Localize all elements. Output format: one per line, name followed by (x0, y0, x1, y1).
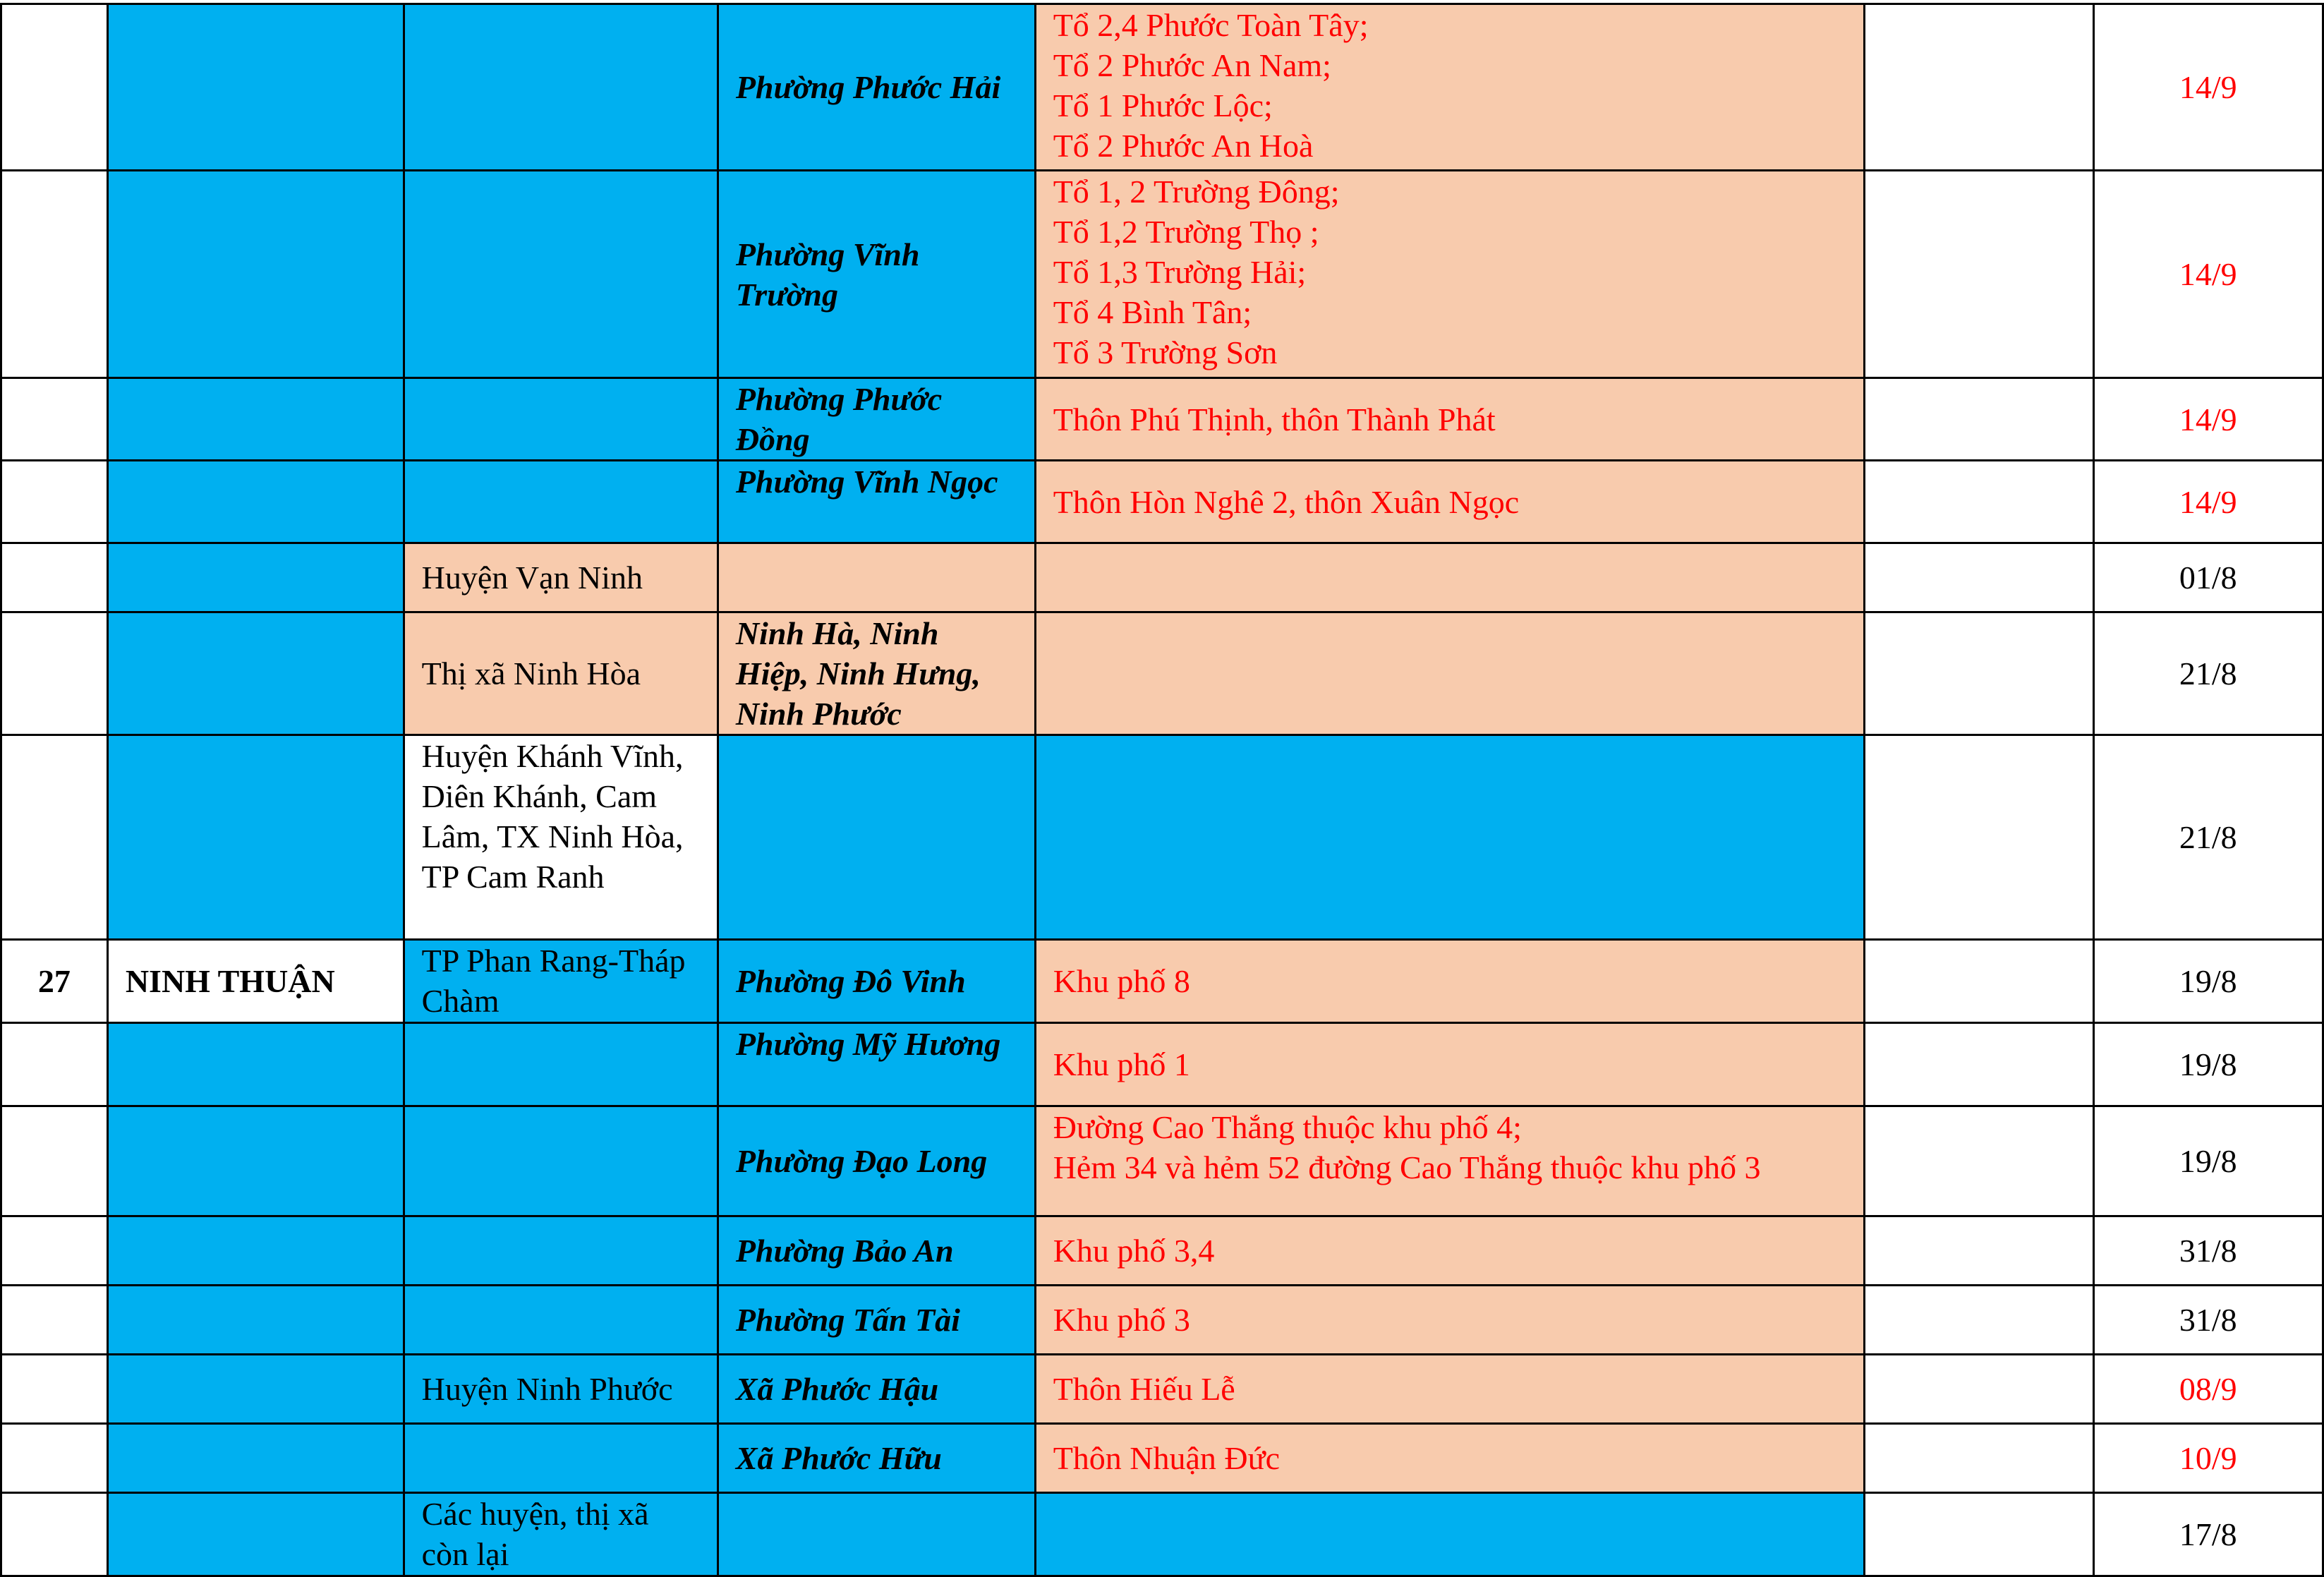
district-cell (404, 940, 718, 1023)
table-row (1, 1216, 2323, 1286)
area-cell (1035, 940, 1865, 1023)
date-value: 14/9 (2179, 256, 2237, 292)
date-cell (2093, 940, 2323, 1023)
ward-cell (718, 612, 1035, 735)
ward-name: Xã Phước Hậu (735, 1371, 939, 1407)
area-line: Thôn Hiếu Lễ (1053, 1371, 1235, 1407)
area-cell (1035, 1023, 1865, 1106)
district-cell (404, 1355, 718, 1424)
area-line: Tổ 1, 2 Trường Đông; (1053, 174, 1340, 210)
date-value: 17/8 (2179, 1516, 2237, 1552)
date-value: 31/8 (2179, 1233, 2237, 1269)
blank-cell (1865, 1424, 2093, 1493)
row-number-cell (1, 1216, 108, 1286)
district-name: Huyện Khánh Vĩnh, Diên Khánh, Cam Lâm, TX Ninh Hòa, TP Cam Ranh (421, 738, 684, 895)
province-cell (107, 378, 404, 461)
ward-name: Phường Vĩnh Trường (735, 236, 920, 313)
province-cell (107, 1216, 404, 1286)
date-value: 08/9 (2179, 1371, 2237, 1407)
area-line: Thôn Nhuận Đức (1053, 1440, 1280, 1476)
ward-name: Phường Đạo Long (735, 1143, 988, 1179)
area-line: Hẻm 34 và hẻm 52 đường Cao Thắng thuộc khu phố 3 (1053, 1149, 1761, 1185)
district-cell (404, 543, 718, 612)
row-number-cell (1, 4, 108, 171)
area-cell (1035, 735, 1865, 940)
district-cell (404, 4, 718, 171)
district-name: Huyện Ninh Phước (421, 1371, 673, 1407)
table-body (1, 4, 2323, 1576)
row-number-cell (1, 1106, 108, 1216)
district-cell (404, 378, 718, 461)
table-row (1, 1286, 2323, 1355)
area-line: Tổ 3 Trường Sơn (1053, 334, 1278, 370)
table-row (1, 1493, 2323, 1576)
date-cell (2093, 4, 2323, 171)
province-cell (107, 1023, 404, 1106)
province-cell (107, 1424, 404, 1493)
date-cell (2093, 378, 2323, 461)
ward-name: Phường Mỹ Hương (735, 1026, 1001, 1062)
district-cell (404, 461, 718, 543)
ward-cell (718, 1424, 1035, 1493)
ward-name: Phường Tấn Tài (735, 1302, 960, 1338)
ward-name: Xã Phước Hữu (735, 1440, 942, 1476)
ward-cell (718, 171, 1035, 378)
district-cell (404, 1106, 718, 1216)
area-line: Tổ 1 Phước Lộc; (1053, 87, 1273, 123)
ward-cell (718, 1106, 1035, 1216)
row-number-cell (1, 171, 108, 378)
blank-cell (1865, 378, 2093, 461)
ward-name: Phường Phước Hải (735, 69, 1001, 105)
ward-cell (718, 461, 1035, 543)
date-value: 31/8 (2179, 1302, 2237, 1338)
ward-cell (718, 1355, 1035, 1424)
area-cell (1035, 1424, 1865, 1493)
province-cell (107, 171, 404, 378)
date-value: 21/8 (2179, 655, 2237, 691)
area-cell (1035, 1286, 1865, 1355)
area-cell (1035, 1106, 1865, 1216)
table-row (1, 1355, 2323, 1424)
date-cell (2093, 1424, 2323, 1493)
ward-cell (718, 1286, 1035, 1355)
table-row (1, 4, 2323, 171)
table-row (1, 1106, 2323, 1216)
date-value: 14/9 (2179, 401, 2237, 437)
area-line: Tổ 2 Phước An Nam; (1053, 47, 1331, 83)
row-number-cell (1, 612, 108, 735)
date-cell (2093, 543, 2323, 612)
blank-cell (1865, 1493, 2093, 1576)
row-number-cell (1, 940, 108, 1023)
province-cell (107, 612, 404, 735)
district-cell (404, 1023, 718, 1106)
date-cell (2093, 612, 2323, 735)
area-line: Khu phố 1 (1053, 1046, 1190, 1082)
row-number-cell (1, 461, 108, 543)
province-name: NINH THUẬN (125, 963, 335, 999)
blank-cell (1865, 4, 2093, 171)
row-number-cell (1, 1493, 108, 1576)
table-row (1, 940, 2323, 1023)
area-cell (1035, 612, 1865, 735)
province-cell (107, 735, 404, 940)
ward-cell (718, 4, 1035, 171)
date-cell (2093, 1106, 2323, 1216)
locality-table (0, 3, 2324, 1577)
province-cell (107, 4, 404, 171)
blank-cell (1865, 461, 2093, 543)
date-cell (2093, 1023, 2323, 1106)
area-line: Đường Cao Thắng thuộc khu phố 4; (1053, 1109, 1522, 1145)
table-row (1, 171, 2323, 378)
area-line: Thôn Phú Thịnh, thôn Thành Phát (1053, 401, 1496, 437)
blank-cell (1865, 735, 2093, 940)
date-cell (2093, 171, 2323, 378)
area-line: Tổ 4 Bình Tân; (1053, 294, 1252, 330)
ward-name: Phường Vĩnh Ngọc (735, 464, 998, 500)
blank-cell (1865, 612, 2093, 735)
date-value: 10/9 (2179, 1440, 2237, 1476)
blank-cell (1865, 940, 2093, 1023)
date-cell (2093, 1286, 2323, 1355)
date-cell (2093, 735, 2323, 940)
area-cell (1035, 171, 1865, 378)
province-cell (107, 1286, 404, 1355)
blank-cell (1865, 1023, 2093, 1106)
table-row (1, 378, 2323, 461)
district-name: Thị xã Ninh Hòa (421, 655, 641, 691)
blank-cell (1865, 1106, 2093, 1216)
blank-cell (1865, 543, 2093, 612)
table-row (1, 612, 2323, 735)
district-name: TP Phan Rang-Tháp Chàm (421, 943, 686, 1019)
ward-name: Phường Phước Đồng (735, 381, 943, 457)
date-value: 21/8 (2179, 819, 2237, 855)
area-line: Khu phố 3 (1053, 1302, 1190, 1338)
district-name: Các huyện, thị xã còn lại (421, 1496, 649, 1572)
row-number-cell (1, 735, 108, 940)
date-cell (2093, 1355, 2323, 1424)
area-line: Tổ 2,4 Phước Toàn Tây; (1053, 7, 1369, 43)
row-number: 27 (37, 963, 71, 999)
area-line: Tổ 1,3 Trường Hải; (1053, 254, 1307, 290)
area-line: Tổ 2 Phước An Hoà (1053, 128, 1314, 164)
district-cell (404, 1424, 718, 1493)
date-cell (2093, 1493, 2323, 1576)
date-value: 19/8 (2179, 1046, 2237, 1082)
date-value: 14/9 (2179, 483, 2237, 520)
province-cell (107, 940, 404, 1023)
ward-cell (718, 940, 1035, 1023)
row-number-cell (1, 1355, 108, 1424)
ward-cell (718, 543, 1035, 612)
area-line: Khu phố 8 (1053, 963, 1190, 999)
area-cell (1035, 1216, 1865, 1286)
district-cell (404, 1493, 718, 1576)
table-row (1, 543, 2323, 612)
row-number-cell (1, 543, 108, 612)
row-number-cell (1, 1424, 108, 1493)
area-cell (1035, 1355, 1865, 1424)
ward-name: Phường Bảo An (735, 1233, 954, 1269)
ward-name: Ninh Hà, Ninh Hiệp, Ninh Hưng, Ninh Phước (735, 615, 981, 732)
area-line: Tổ 1,2 Trường Thọ ; (1053, 214, 1319, 250)
row-number-cell (1, 378, 108, 461)
ward-cell (718, 735, 1035, 940)
district-cell (404, 171, 718, 378)
blank-cell (1865, 171, 2093, 378)
area-cell (1035, 543, 1865, 612)
date-cell (2093, 1216, 2323, 1286)
district-cell (404, 612, 718, 735)
ward-cell (718, 1216, 1035, 1286)
area-cell (1035, 461, 1865, 543)
date-value: 19/8 (2179, 1143, 2237, 1179)
table-row (1, 461, 2323, 543)
table-row (1, 1023, 2323, 1106)
row-number-cell (1, 1023, 108, 1106)
province-cell (107, 1493, 404, 1576)
province-cell (107, 1106, 404, 1216)
area-cell (1035, 378, 1865, 461)
blank-cell (1865, 1286, 2093, 1355)
district-name: Huyện Vạn Ninh (421, 560, 643, 596)
ward-cell (718, 1493, 1035, 1576)
province-cell (107, 461, 404, 543)
date-value: 14/9 (2179, 69, 2237, 105)
area-line: Thôn Hòn Nghê 2, thôn Xuân Ngọc (1053, 483, 1520, 520)
province-cell (107, 1355, 404, 1424)
date-cell (2093, 461, 2323, 543)
date-value: 19/8 (2179, 963, 2237, 999)
area-cell (1035, 4, 1865, 171)
row-number-cell (1, 1286, 108, 1355)
ward-cell (718, 378, 1035, 461)
blank-cell (1865, 1216, 2093, 1286)
date-value: 01/8 (2179, 560, 2237, 596)
table-row (1, 735, 2323, 940)
ward-cell (718, 1023, 1035, 1106)
blank-cell (1865, 1355, 2093, 1424)
district-cell (404, 1286, 718, 1355)
area-cell (1035, 1493, 1865, 1576)
province-cell (107, 543, 404, 612)
ward-name: Phường Đô Vinh (735, 963, 966, 999)
table-row (1, 1424, 2323, 1493)
district-cell (404, 735, 718, 940)
area-line: Khu phố 3,4 (1053, 1233, 1215, 1269)
district-cell (404, 1216, 718, 1286)
